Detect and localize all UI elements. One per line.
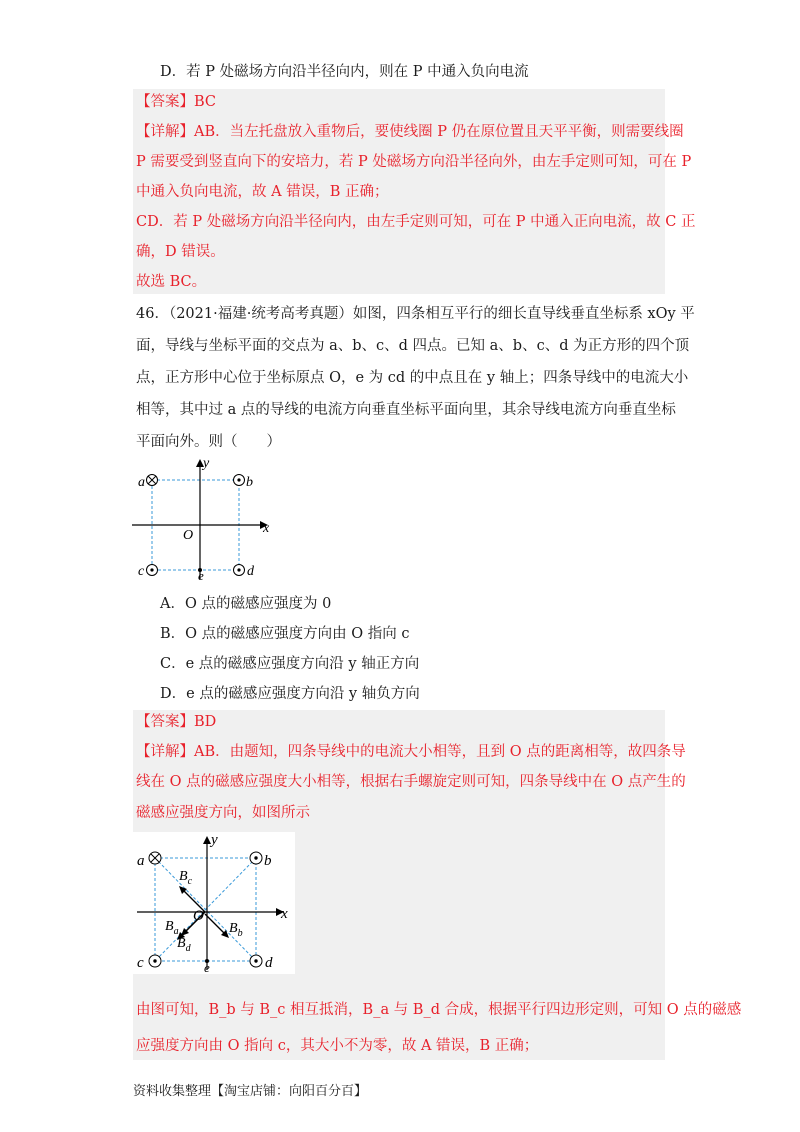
label-bd: $B_d$ bbox=[177, 936, 191, 954]
label-a: a bbox=[137, 853, 145, 869]
label-a: a bbox=[138, 475, 145, 490]
label-c: c bbox=[137, 955, 144, 971]
answer46-figure bbox=[133, 832, 295, 974]
q46-stem-line-1: 46．（2021·福建·统考高考真题）如图，四条相互平行的细长直导线垂直坐标系 xOy 平 bbox=[136, 306, 695, 322]
q46-option-a: A．O 点的磁感应强度为 0 bbox=[160, 596, 332, 612]
q46-option-d: D．e 点的磁感应强度方向沿 y 轴负方向 bbox=[160, 686, 420, 702]
y-axis-arrow bbox=[203, 836, 211, 844]
label-origin: O bbox=[183, 528, 194, 543]
wire-a-into-icon bbox=[147, 475, 158, 486]
answer46-line-1: 【详解】AB．由题知，四条导线中的电流大小相等，且到 O 点的距离相等，故四条导 bbox=[136, 744, 686, 760]
q46-stem-line-3: 点，正方形中心位于坐标原点 O，e 为 cd 的中点且在 y 轴上；四条导线中的电流大小 bbox=[136, 370, 689, 386]
label-b: b bbox=[246, 475, 253, 490]
wire-c-out-icon bbox=[149, 955, 161, 967]
label-x: x bbox=[281, 906, 288, 922]
q46-option-b: B．O 点的磁感应强度方向由 O 指向 c bbox=[160, 626, 410, 642]
wire-d-out-icon bbox=[250, 955, 262, 967]
answer46-line-2: 线在 O 点的磁感应强度大小相等，根据右手螺旋定则可知，四条导线中在 O 点产生的 bbox=[136, 774, 686, 790]
label-y: y bbox=[211, 832, 218, 848]
label-bc: $B_c$ bbox=[179, 869, 193, 887]
prev-option-d: D．若 P 处磁场方向沿半径向内，则在 P 中通入负向电流 bbox=[160, 64, 529, 80]
wire-b-out-icon bbox=[234, 475, 245, 486]
q46-stem-line-5: 平面向外。则（ ） bbox=[136, 434, 281, 450]
label-origin: O bbox=[193, 908, 204, 924]
prev-answer-label: 【答案】BC bbox=[136, 94, 217, 110]
wire-b-out-icon bbox=[250, 852, 262, 864]
label-d: d bbox=[265, 955, 273, 971]
label-e: e bbox=[198, 568, 204, 583]
wire-a-into-icon bbox=[149, 852, 161, 864]
wire-c-out-icon bbox=[147, 565, 158, 576]
prev-explain-line-2: P 需要受到竖直向下的安培力，若 P 处磁场方向沿半径向外，由左手定则可知，可在 P bbox=[136, 154, 692, 170]
prev-explain-line-3: 中通入负向电流，故 A 错误，B 正确； bbox=[136, 184, 389, 200]
q46-option-c: C．e 点的磁感应强度方向沿 y 轴正方向 bbox=[160, 656, 420, 672]
prev-explain-line-5: 确，D 错误。 bbox=[136, 244, 225, 260]
label-b: b bbox=[264, 853, 272, 869]
label-d: d bbox=[247, 564, 254, 579]
label-bb: $B_b$ bbox=[229, 921, 243, 939]
footer-source: 资料收集整理【淘宝店铺：向阳百分百】 bbox=[133, 1084, 368, 1099]
answer46-conclusion-2: 应强度方向由 O 指向 c，其大小不为零，故 A 错误，B 正确； bbox=[136, 1038, 539, 1054]
wire-d-out-icon bbox=[234, 565, 245, 576]
label-ba: $B_a$ bbox=[165, 919, 179, 937]
label-y: y bbox=[203, 456, 210, 471]
vector-bb bbox=[205, 914, 225, 934]
q46-figure bbox=[130, 455, 280, 585]
answer46-line-3: 磁感应强度方向，如图所示 bbox=[136, 805, 310, 821]
q46-stem-line-4: 相等，其中过 a 点的导线的电流方向垂直坐标平面向里，其余导线电流方向垂直坐标 bbox=[136, 402, 676, 418]
label-e: e bbox=[204, 960, 210, 974]
prev-explain-line-1: 【详解】AB．当左托盘放入重物后，要使线圈 P 仍在原位置且天平平衡，则需要线圈 bbox=[136, 124, 684, 140]
prev-explain-line-4: CD．若 P 处磁场方向沿半径向内，由左手定则可知，可在 P 中通入正向电流，故 C 正 bbox=[136, 214, 696, 230]
q46-stem-line-2: 面，导线与坐标平面的交点为 a、b、c、d 四点。已知 a、b、c、d 为正方形的四个顶 bbox=[136, 338, 690, 354]
answer46-conclusion-1: 由图可知，B_b 与 B_c 相互抵消，B_a 与 B_d 合成，根据平行四边形定则，可知 O 点的磁感 bbox=[136, 1002, 742, 1018]
prev-explain-line-6: 故选 BC。 bbox=[136, 274, 207, 290]
label-x: x bbox=[263, 521, 270, 536]
answer46-label: 【答案】BD bbox=[136, 714, 217, 730]
label-c: c bbox=[138, 564, 145, 579]
